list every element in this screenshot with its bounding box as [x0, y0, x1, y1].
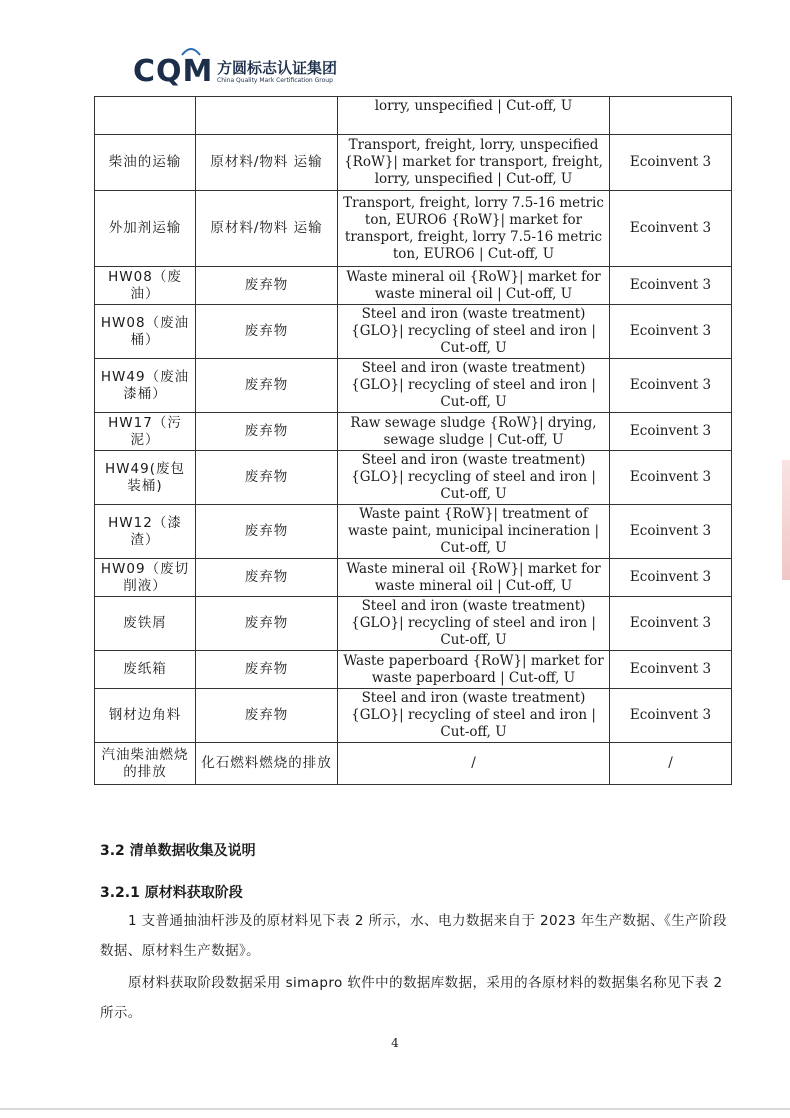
table-cell-c1 — [95, 97, 196, 135]
table-cell-c4: Ecoinvent 3 — [610, 505, 732, 559]
table-cell-c2: 废弃物 — [196, 267, 338, 305]
dataset-table — [94, 96, 732, 785]
company-name-cn: 方圆标志认证集团 — [217, 59, 338, 77]
table-cell-c2: 废弃物 — [196, 651, 338, 689]
table-row — [95, 97, 732, 135]
table-cell-c3: Waste paint {RoW}| treatment of waste paint, municipal incineration | Cut-off, U — [338, 505, 610, 559]
table-cell-c1: 柴油的运输 — [95, 135, 196, 191]
table-cell-c3: Waste mineral oil {RoW}| market for waste mineral oil | Cut-off, U — [338, 267, 610, 305]
section-3-2-1-heading: 3.2.1 原材料获取阶段 — [100, 885, 243, 901]
table-cell-c3: Waste paperboard {RoW}| market for waste paperboard | Cut-off, U — [338, 651, 610, 689]
table-cell-c2: 废弃物 — [196, 413, 338, 451]
table-row — [95, 359, 732, 413]
table-cell-c1: 废铁屑 — [95, 597, 196, 651]
table-cell-c1: HW17（污泥） — [95, 413, 196, 451]
table-cell-c3: Transport, freight, lorry 7.5-16 metric ton, EURO6 {RoW}| market for transport, freight, lorry 7.5-16 metric ton, EURO6 | Cut-off, U — [338, 191, 610, 267]
table-cell-c3: Steel and iron (waste treatment) {GLO}| recycling of steel and iron | Cut-off, U — [338, 359, 610, 413]
table-cell-c4: Ecoinvent 3 — [610, 267, 732, 305]
table-cell-c4: Ecoinvent 3 — [610, 451, 732, 505]
table-cell-c1: 废纸箱 — [95, 651, 196, 689]
table-row — [95, 689, 732, 743]
table-row — [95, 651, 732, 689]
table-cell-c4: Ecoinvent 3 — [610, 597, 732, 651]
table-row — [95, 451, 732, 505]
table-cell-c2: 原材料/物料 运输 — [196, 135, 338, 191]
table-cell-c2: 废弃物 — [196, 451, 338, 505]
table-cell-c2: 化石燃料燃烧的排放 — [196, 743, 338, 785]
table-cell-c1: 汽油柴油燃烧的排放 — [95, 743, 196, 785]
table-row — [95, 413, 732, 451]
table-cell-c3: / — [338, 743, 610, 785]
table-cell-c1: 钢材边角料 — [95, 689, 196, 743]
company-name-en: China Quality Mark Certification Group — [217, 77, 333, 84]
table-row — [95, 267, 732, 305]
table-cell-c3: Steel and iron (waste treatment) {GLO}| recycling of steel and iron | Cut-off, U — [338, 451, 610, 505]
table-cell-c4: Ecoinvent 3 — [610, 305, 732, 359]
table-cell-c2: 废弃物 — [196, 559, 338, 597]
edge-seal-stamp — [782, 460, 790, 580]
table-cell-c3: Waste mineral oil {RoW}| market for waste mineral oil | Cut-off, U — [338, 559, 610, 597]
table-cell-c2: 废弃物 — [196, 359, 338, 413]
table-row — [95, 135, 732, 191]
table-cell-c3: lorry, unspecified | Cut-off, U — [338, 97, 610, 135]
table-row — [95, 305, 732, 359]
table-row — [95, 191, 732, 267]
page-number: 4 — [391, 1036, 399, 1050]
table-cell-c2: 废弃物 — [196, 689, 338, 743]
table-row — [95, 559, 732, 597]
table-cell-c1: 外加剂运输 — [95, 191, 196, 267]
table-row — [95, 597, 732, 651]
section-3-2-heading: 3.2 清单数据收集及说明 — [100, 843, 256, 859]
table-cell-c4: Ecoinvent 3 — [610, 651, 732, 689]
table-cell-c2: 废弃物 — [196, 305, 338, 359]
table-row — [95, 743, 732, 785]
table-cell-c2: 废弃物 — [196, 505, 338, 559]
bottom-divider — [0, 1108, 790, 1110]
table-cell-c2: 原材料/物料 运输 — [196, 191, 338, 267]
table-cell-c4: Ecoinvent 3 — [610, 413, 732, 451]
table-cell-c3: Steel and iron (waste treatment) {GLO}| recycling of steel and iron | Cut-off, U — [338, 689, 610, 743]
table-cell-c2 — [196, 97, 338, 135]
table-cell-c3: Raw sewage sludge {RoW}| drying, sewage sludge | Cut-off, U — [338, 413, 610, 451]
logo-cqm: CQM — [133, 54, 214, 89]
table-cell-c1: HW49（废油漆桶） — [95, 359, 196, 413]
table-cell-c4: Ecoinvent 3 — [610, 135, 732, 191]
table-cell-c1: HW09（废切削液） — [95, 559, 196, 597]
table-row — [95, 505, 732, 559]
table-cell-c4 — [610, 97, 732, 135]
table-cell-c4: Ecoinvent 3 — [610, 359, 732, 413]
table-cell-c4: / — [610, 743, 732, 785]
table-cell-c1: HW12（漆渣） — [95, 505, 196, 559]
table-cell-c1: HW49(废包装桶) — [95, 451, 196, 505]
table-cell-c1: HW08（废油桶） — [95, 305, 196, 359]
paragraph-2: 原材料获取阶段数据采用 simapro 软件中的数据库数据，采用的各原材料的数据集名称见下表 2 所示。 — [100, 975, 723, 1021]
table-cell-c4: Ecoinvent 3 — [610, 689, 732, 743]
table-cell-c3: Transport, freight, lorry, unspecified {RoW}| market for transport, freight, lorry, unspecified | Cut-off, U — [338, 135, 610, 191]
table-cell-c2: 废弃物 — [196, 597, 338, 651]
table-cell-c4: Ecoinvent 3 — [610, 559, 732, 597]
table-cell-c3: Steel and iron (waste treatment) {GLO}| recycling of steel and iron | Cut-off, U — [338, 305, 610, 359]
table-cell-c3: Steel and iron (waste treatment) {GLO}| recycling of steel and iron | Cut-off, U — [338, 597, 610, 651]
table-cell-c1: HW08（废油） — [95, 267, 196, 305]
paragraph-1: 1 支普通抽油杆涉及的原材料见下表 2 所示，水、电力数据来自于 2023 年生产数据、《生产阶段数据、原材料生产数据》。 — [100, 913, 727, 959]
table-cell-c4: Ecoinvent 3 — [610, 191, 732, 267]
